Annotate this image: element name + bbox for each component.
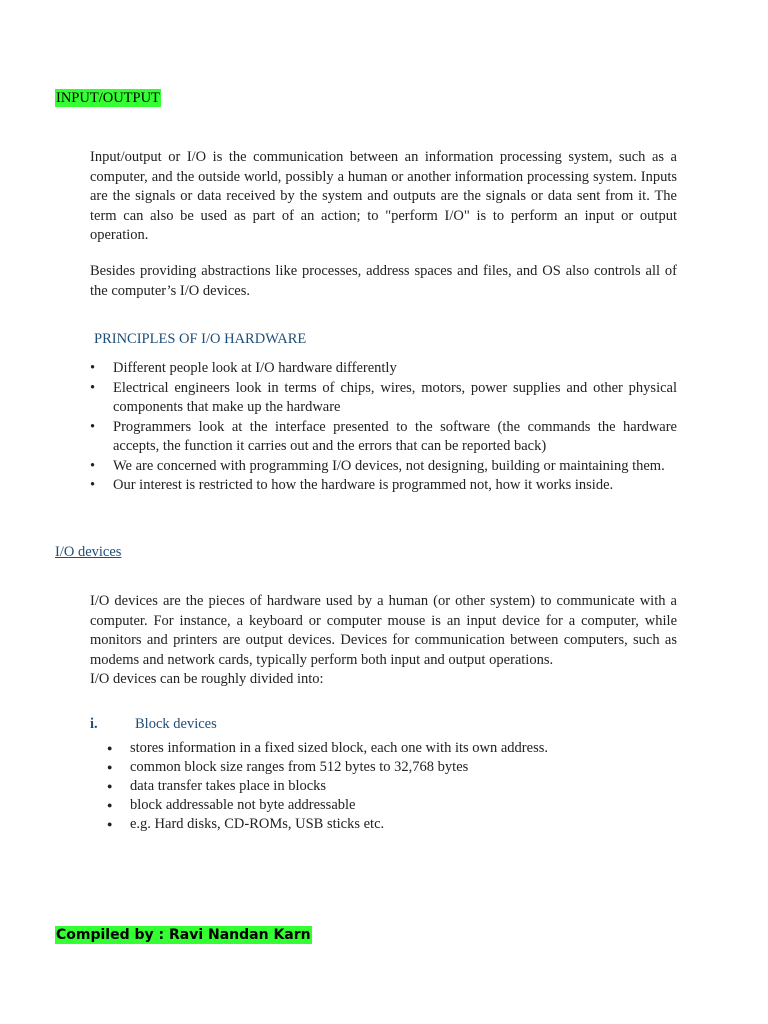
io-devices-heading: I/O devices — [55, 544, 122, 560]
list-item: ● block addressable not byte addressable — [107, 796, 677, 815]
io-devices-description: I/O devices are the pieces of hardware used by a human (or other system) to communicate with a computer. For instance, a keyboard or computer mouse is an input device for a computer, while monitors and printers are output devices. Devices for communication between computers, such as modems and network cards, typically perform both input and output operations. — [90, 593, 677, 668]
list-item: ● stores information in a fixed sized block, each one with its own address. — [107, 739, 677, 758]
list-item: • Our interest is restricted to how the hardware is programmed not, how it works inside. — [90, 476, 677, 496]
list-item: • We are concerned with programming I/O devices, not designing, building or maintaining them. — [90, 457, 677, 477]
principles-heading: PRINCIPLES OF I/O HARDWARE — [94, 331, 307, 347]
block-devices-list — [107, 739, 677, 834]
list-item: • Electrical engineers look in terms of chips, wires, motors, power supplies and other physical components that make up the hardware — [90, 379, 677, 418]
page-title: INPUT/OUTPUT — [56, 90, 160, 106]
list-item: ● e.g. Hard disks, CD-ROMs, USB sticks etc. — [107, 815, 677, 834]
list-item: • Different people look at I/O hardware differently — [90, 359, 677, 379]
io-devices-divided-line: I/O devices can be roughly divided into: — [90, 671, 324, 687]
footer-credit: Compiled by : Ravi Nandan Karn — [56, 927, 311, 943]
list-item: • Programmers look at the interface presented to the software (the commands the hardware accepts, the function it carries out and the errors that can be reported back) — [90, 418, 677, 457]
os-paragraph: Besides providing abstractions like processes, address spaces and files, and OS also controls all of the computer’s I/O devices. — [90, 263, 677, 299]
intro-paragraph: Input/output or I/O is the communication between an information processing system, such as a computer, and the outside world, possibly a human or another information processing system. Inputs are the signals or data received by the system and outputs are the signals or data sent from it. The term can also be used as part of an action; to "perform I/O" is to perform an input or output operation. — [90, 149, 677, 243]
block-devices-title: Block devices — [135, 716, 217, 732]
list-item: ● data transfer takes place in blocks — [107, 777, 677, 796]
principles-list — [90, 359, 677, 496]
io-devices-paragraph — [90, 592, 677, 690]
list-item: ● common block size ranges from 512 bytes to 32,768 bytes — [107, 758, 677, 777]
block-devices-heading — [90, 715, 217, 734]
block-devices-number: i. — [90, 716, 98, 732]
